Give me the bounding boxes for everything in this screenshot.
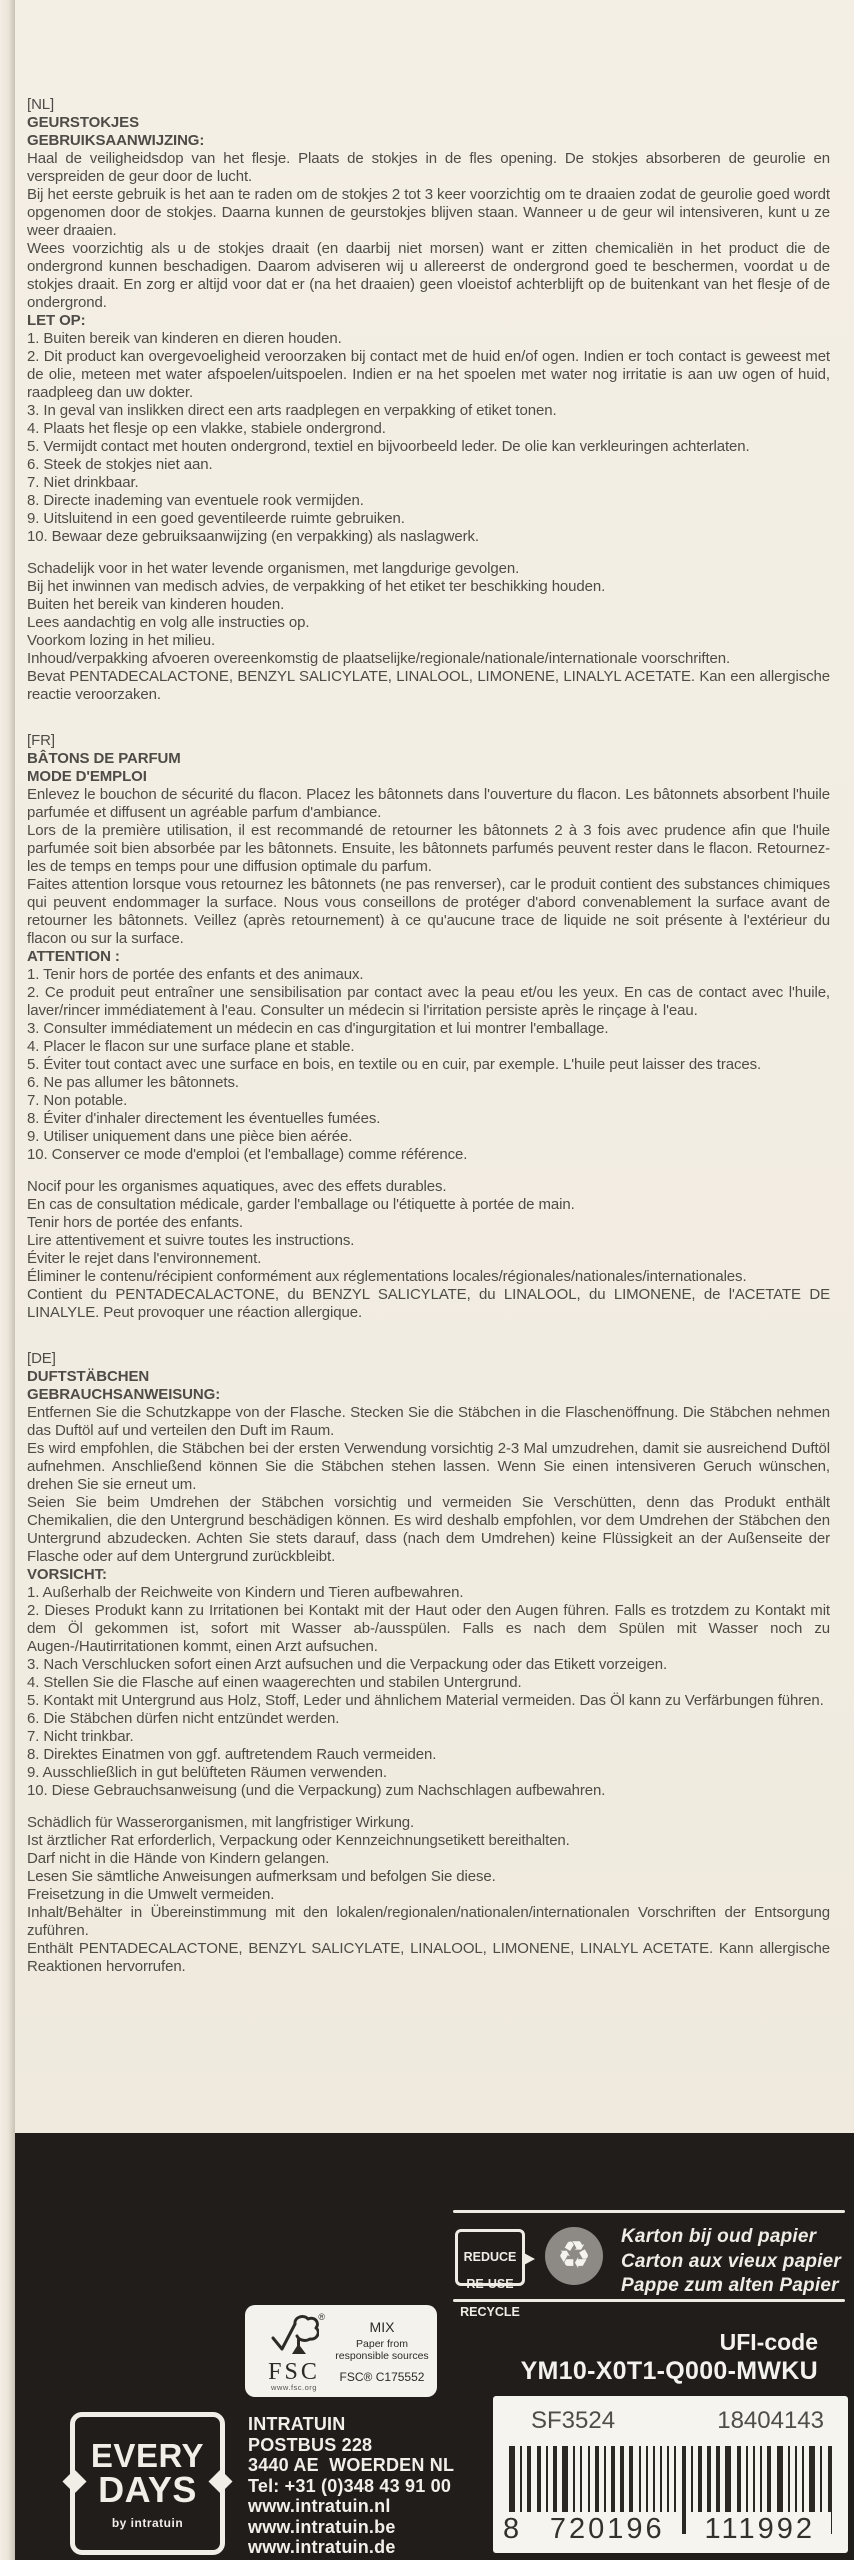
caution-item: 5. Vermijdt contact met houten ondergrond, textiel en bijvoorbeeld leder. De olie kan verkleuringen achterlaten. xyxy=(27,438,750,455)
ufi-label: UFI-code xyxy=(719,2329,818,2355)
product-name: BÂTONS DE PARFUM xyxy=(27,750,181,767)
address-line: 3440 AE WOERDEN NL xyxy=(248,2455,455,2475)
hazard-statements xyxy=(27,1814,830,1976)
caution-item: 2. Dieses Produkt kann zu Irritationen bei Kontakt mit der Haut oder den Augen führen. Falls es trotzdem zu Kontakt mit dem Öl gekommen ist, sofort mit Wasser ab-/ausspülen. Falls es nach dem Spülen mit Wasser noch zu Augen-/Hautirritationen kommt, einen Arzt aufsuchen. xyxy=(27,1602,830,1655)
hazard-line: Éviter le rejet dans l'environnement. xyxy=(27,1250,262,1267)
fsc-label xyxy=(245,2305,437,2397)
caution-item: 5. Kontakt mit Untergrund aus Holz, Stoff, Leder und ähnlichem Material vermeiden. Das Öl kann zu Verfärbungen führen. xyxy=(27,1692,824,1709)
caution-heading: LET OP: xyxy=(27,312,86,329)
company-address xyxy=(248,2414,454,2558)
caution-item: 7. Nicht trinkbar. xyxy=(27,1728,134,1745)
sku-code: SF3524 xyxy=(531,2407,616,2434)
barcode-digit-group: 111992 xyxy=(689,2512,832,2546)
hazard-statements xyxy=(27,560,830,704)
caution-item: 6. Steek de stokjes niet aan. xyxy=(27,456,213,473)
caution-item: 10. Bewaar deze gebruiksaanwijzing (en verpakking) als naslagwerk. xyxy=(27,528,479,545)
product-name: DUFTSTÄBCHEN xyxy=(27,1368,150,1385)
hazard-line: Tenir hors de portée des enfants. xyxy=(27,1214,244,1231)
package-edge xyxy=(0,0,15,2560)
fsc-wordmark: FSC xyxy=(268,2359,320,2385)
caution-item: 6. Die Stäbchen dürfen nicht entzündet werden. xyxy=(27,1710,340,1727)
instruction-paragraph: Faites attention lorsque vous retournez les bâtonnets (ne pas renverser), car le produit contient des substances chimiques qui peuvent endommager la surface. Nous vous conseillons de protéger d'abord convenablement la surface avant de retourner les bâtonnets. Veillez (après retournement) à ce qu'aucune trace de liquide ne soit présente à l'extérieur du flacon ou sur la surface. xyxy=(27,876,830,947)
divider-line-top xyxy=(453,2210,845,2213)
address-line: www.intratuin.de xyxy=(248,2537,396,2557)
instructions-paragraphs xyxy=(27,150,830,312)
caution-item: 9. Ausschließlich in gut belüfteten Räumen verwenden. xyxy=(27,1764,387,1781)
caution-item: 4. Stellen Sie die Flasche auf einen waagerechten und stabilen Untergrund. xyxy=(27,1674,522,1691)
caution-item: 4. Placer le flacon sur une surface plane et stable. xyxy=(27,1038,355,1055)
caution-item: 1. Tenir hors de portée des enfants et des animaux. xyxy=(27,966,364,983)
instruction-paragraph: Entfernen Sie die Schutzkappe von der Flasche. Stecken Sie die Stäbchen in die Flaschenöffnung. Die Stäbchen nehmen das Duftöl auf und verteilen den Duft im Raum. xyxy=(27,1404,830,1439)
fsc-logo xyxy=(253,2312,335,2390)
caution-item: 8. Direktes Einatmen von ggf. auftretendem Rauch vermeiden. xyxy=(27,1746,437,1763)
section-dutch xyxy=(27,96,830,704)
language-tag: [DE] xyxy=(27,1350,56,1367)
instruction-paragraph: Haal de veiligheidsdop van het flesje. Plaats de stokjes in de fles opening. De stokjes absorberen de geurolie en verspreiden de geur door de lucht. xyxy=(27,150,830,185)
caution-item: 7. Niet drinkbaar. xyxy=(27,474,139,491)
hazard-line: Lees aandachtig en volg alle instructies op. xyxy=(27,614,310,631)
badge-line: REDUCE xyxy=(463,2249,517,2264)
caution-item: 9. Utiliser uniquement dans une pièce bien aérée. xyxy=(27,1128,353,1145)
caution-list xyxy=(27,330,830,546)
reduce-reuse-recycle-badge xyxy=(455,2229,525,2319)
recycle-note-line: Karton bij oud papier xyxy=(621,2226,817,2247)
caution-item: 5. Éviter tout contact avec une surface en bois, en textile ou en cuir, par exemple. L'huile peut laisser des traces. xyxy=(27,1056,762,1073)
instructions-heading: GEBRUIKSAANWIJZING: xyxy=(27,132,205,149)
fsc-tree-icon xyxy=(269,2312,319,2356)
caution-item: 8. Directe inademing van eventuele rook vermijden. xyxy=(27,492,364,509)
caution-heading: VORSICHT: xyxy=(27,1566,107,1583)
language-tag: [NL] xyxy=(27,96,55,113)
language-tag: [FR] xyxy=(27,732,55,749)
instruction-paragraph: Es wird empfohlen, die Stäbchen bei der ersten Verwendung vorsichtig 2-3 Mal umzudrehen, damit sie ausreichend Duftöl aufnehmen. Anschließend können Sie die Stäbchen stehen lassen. Wenn Sie einen intensiveren Geruch wünschen, drehen Sie sie erneut um. xyxy=(27,1440,830,1493)
ufi-code-block xyxy=(521,2329,818,2386)
bottom-panel xyxy=(0,2133,854,2560)
product-codes xyxy=(493,2407,848,2435)
barcode-digit-group: 720196 xyxy=(536,2512,679,2546)
hazard-line: Éliminer le contenu/récipient conformément aux réglementations locales/régionales/nationales/internationales. xyxy=(27,1268,747,1285)
caution-item: 6. Ne pas allumer les bâtonnets. xyxy=(27,1074,239,1091)
caution-item: 8. Éviter d'inhaler directement les éventuelles fumées. xyxy=(27,1110,381,1127)
caution-item: 2. Dit product kan overgevoeligheid veroorzaken bij contact met de huid en/of ogen. Indien er toch contact is geweest met de olie, meteen met water afspoelen/uitspoelen. Indien er na het spoelen met water nog irritatie is aan uw ogen of huid, raadpleeg dan uw dokter. xyxy=(27,348,830,401)
address-line: www.intratuin.nl xyxy=(248,2496,391,2516)
brand-word: DAYS xyxy=(98,2469,197,2510)
hazard-line: Buiten het bereik van kinderen houden. xyxy=(27,596,285,613)
hazard-line: Lesen Sie sämtliche Anweisungen aufmerksam und befolgen Sie diese. xyxy=(27,1868,496,1885)
instruction-paragraph: Enlevez le bouchon de sécurité du flacon. Placez les bâtonnets dans l'ouverture du flacon. Les bâtonnets absorbent l'huile parfumée et diffusent un agréable parfum d'ambiance. xyxy=(27,786,830,821)
recycle-note-line: Carton aux vieux papier xyxy=(621,2250,842,2272)
address-line: Tel: +31 (0)348 43 91 00 xyxy=(248,2475,452,2496)
hazard-line: Bij het inwinnen van medisch advies, de verpakking of het etiket ter beschikking houden. xyxy=(27,578,606,595)
badge-line: RECYCLE xyxy=(460,2304,520,2319)
instruction-paragraph: Bij het eerste gebruik is het aan te raden om de stokjes 2 tot 3 keer voorzichtig om te draaien zodat de geurolie goed wordt opgenomen door de stokjes. Daarna kunnen de geurstokjes blijven staan. Wanneer u de geur wil intensiveren, kunt u ze weer draaien. xyxy=(27,186,830,239)
hazard-line: En cas de consultation médicale, garder l'emballage ou l'étiquette à portée de main. xyxy=(27,1196,575,1213)
divider-line-bottom xyxy=(453,2299,845,2302)
hazard-line: Schadelijk voor in het water levende organismen, met langdurige gevolgen. xyxy=(27,560,520,577)
hazard-line: Inhalt/Behälter in Übereinstimmung mit den lokalen/regionalen/nationalen/internationalen Vorschriften der Entsorgung zuführen. xyxy=(27,1904,830,1939)
product-name: GEURSTOKJES xyxy=(27,114,139,131)
registered-mark: ® xyxy=(318,2312,325,2322)
barcode-label xyxy=(493,2396,848,2553)
hazard-line: Voorkom lozing in het milieu. xyxy=(27,632,216,649)
hazard-line: Enthält PENTADECALACTONE, BENZYL SALICYLATE, LINALOOL, LIMONENE, LINALYL ACETATE. Kann allergische Reaktionen hervorrufen. xyxy=(27,1940,830,1975)
caution-heading: ATTENTION : xyxy=(27,948,120,965)
address-line: www.intratuin.be xyxy=(248,2516,396,2537)
section-german xyxy=(27,1350,830,1976)
caution-item: 3. Nach Verschlucken sofort einen Arzt aufsuchen und die Verpackung oder das Etikett vorzeigen. xyxy=(27,1656,668,1673)
fsc-grade: MIX xyxy=(369,2318,395,2335)
caution-item: 10. Conserver ce mode d'emploi (et l'emballage) comme référence. xyxy=(27,1146,468,1163)
everydays-logo xyxy=(70,2412,225,2555)
hazard-line: Darf nicht in die Hände von Kindern gelangen. xyxy=(27,1850,330,1867)
caution-list xyxy=(27,1584,830,1800)
barcode-digit-group: 8 xyxy=(503,2512,531,2546)
caution-item: 4. Plaats het flesje op een vlakke, stabiele ondergrond. xyxy=(27,420,386,437)
caution-list xyxy=(27,966,830,1164)
recycle-note-line: Pappe zum alten Papier xyxy=(621,2275,839,2296)
hazard-line: Nocif pour les organismes aquatiques, avec des effets durables. xyxy=(27,1178,447,1195)
hazard-line: Ist ärztlicher Rat erforderlich, Verpackung oder Kennzeichnungsetikett bereithalten. xyxy=(27,1832,570,1849)
caution-item: 3. In geval van inslikken direct een arts raadplegen en verpakking of etiket tonen. xyxy=(27,402,557,419)
fsc-license: FSC® C175552 xyxy=(339,2369,425,2384)
address-line: INTRATUIN xyxy=(248,2414,346,2434)
instruction-paragraph: Wees voorzichtig als u de stokjes draait (en daarbij niet morsen) want er zitten chemicaliën in het product die de ondergrond kunnen beschadigen. Daarom adviseren wij u allereerst de ondergrond goed te beschermen, voordat u de stokjes draait. En zorg er altijd voor dat er (na het draaien) geen vloeistof achterblijft op de buitenkant van het flesje of de ondergrond. xyxy=(27,240,830,311)
hazard-line: Lire attentivement et suivre toutes les instructions. xyxy=(27,1232,355,1249)
caution-item: 3. Consulter immédiatement un médecin en cas d'ingurgitation et lui montrer l'emballage. xyxy=(27,1020,609,1037)
article-code: 18404143 xyxy=(717,2407,824,2434)
brand-byline: by intratuin xyxy=(111,2516,184,2530)
brand-word: EVERY xyxy=(90,2437,205,2474)
hazard-line: Schädlich für Wasserorganismen, mit langfristiger Wirkung. xyxy=(27,1814,415,1831)
hazard-statements xyxy=(27,1178,830,1322)
caution-item: 9. Uitsluitend in een goed geventileerde ruimte gebruiken. xyxy=(27,510,405,527)
address-line: POSTBUS 228 xyxy=(248,2434,373,2455)
instructions-heading: GEBRAUCHSANWEISUNG: xyxy=(27,1386,221,1403)
instructions-paragraphs xyxy=(27,786,830,948)
fsc-url: www.fsc.org xyxy=(271,2383,317,2392)
caution-item: 1. Buiten bereik van kinderen en dieren houden. xyxy=(27,330,342,347)
caution-item: 2. Ce produit peut entraîner une sensibilisation par contact avec la peau et/ou les yeux. En cas de contact avec l'huile, laver/rincer immédiatement à l'eau. Consulter un médecin si l'irritation persiste après le rinçage à l'eau. xyxy=(27,984,830,1019)
barcode-digits xyxy=(503,2508,836,2546)
caution-item: 1. Außerhalb der Reichweite von Kindern und Tieren aufbewahren. xyxy=(27,1584,464,1601)
hazard-line: Freisetzung in die Umwelt vermeiden. xyxy=(27,1886,275,1903)
recycle-note xyxy=(621,2225,841,2299)
hazard-line: Bevat PENTADECALACTONE, BENZYL SALICYLATE, LINALOOL, LIMONENE, LINALYL ACETATE. Kan een allergische reactie veroorzaken. xyxy=(27,668,830,703)
instructions-paragraphs xyxy=(27,1404,830,1566)
section-french xyxy=(27,732,830,1322)
fsc-claim-block xyxy=(335,2312,429,2390)
caution-item: 7. Non potable. xyxy=(27,1092,128,1109)
recycle-icon: ♻ xyxy=(545,2227,603,2285)
instruction-paragraph: Lors de la première utilisation, il est recommandé de retourner les bâtonnets 2 à 3 fois avec prudence afin que l'huile parfumée soit bien absorbée par les bâtonnets. Ensuite, les bâtonnets parfumés peuvent rester dans le flacon. Retournez-les de temps en temps pour une diffusion optimale du parfum. xyxy=(27,822,830,875)
hazard-line: Contient du PENTADECALACTONE, du BENZYL SALICYLATE, du LINALOOL, du LIMONENE, de l'ACETATE DE LINALYLE. Peut provoquer une réaction allergique. xyxy=(27,1286,830,1321)
instructions-heading: MODE D'EMPLOI xyxy=(27,768,147,785)
instruction-paragraph: Seien Sie beim Umdrehen der Stäbchen vorsichtig und vermeiden Sie Verschütten, denn das Produkt enthält Chemikalien, die den Untergrund beschädigen können. Es wird deshalb empfohlen, vor dem Umdrehen der Stäbchen den Untergrund abzudecken. Achten Sie stets darauf, dass (nach dem Umdrehen) keine Flüssigkeit an der Außenseite der Flasche oder auf dem Untergrund zurückbleibt. xyxy=(27,1494,830,1565)
caution-item: 10. Diese Gebrauchsanweisung (und die Verpackung) zum Nachschlagen aufbewahren. xyxy=(27,1782,606,1799)
badge-line: RE-USE xyxy=(466,2277,514,2291)
fsc-claim: Paper from responsible sources xyxy=(335,2337,429,2362)
hazard-line: Inhoud/verpakking afvoeren overeenkomstig de plaatselijke/regionale/nationale/internationale voorschriften. xyxy=(27,650,731,667)
ufi-code: YM10-X0T1-Q000-MWKU xyxy=(520,2357,818,2385)
